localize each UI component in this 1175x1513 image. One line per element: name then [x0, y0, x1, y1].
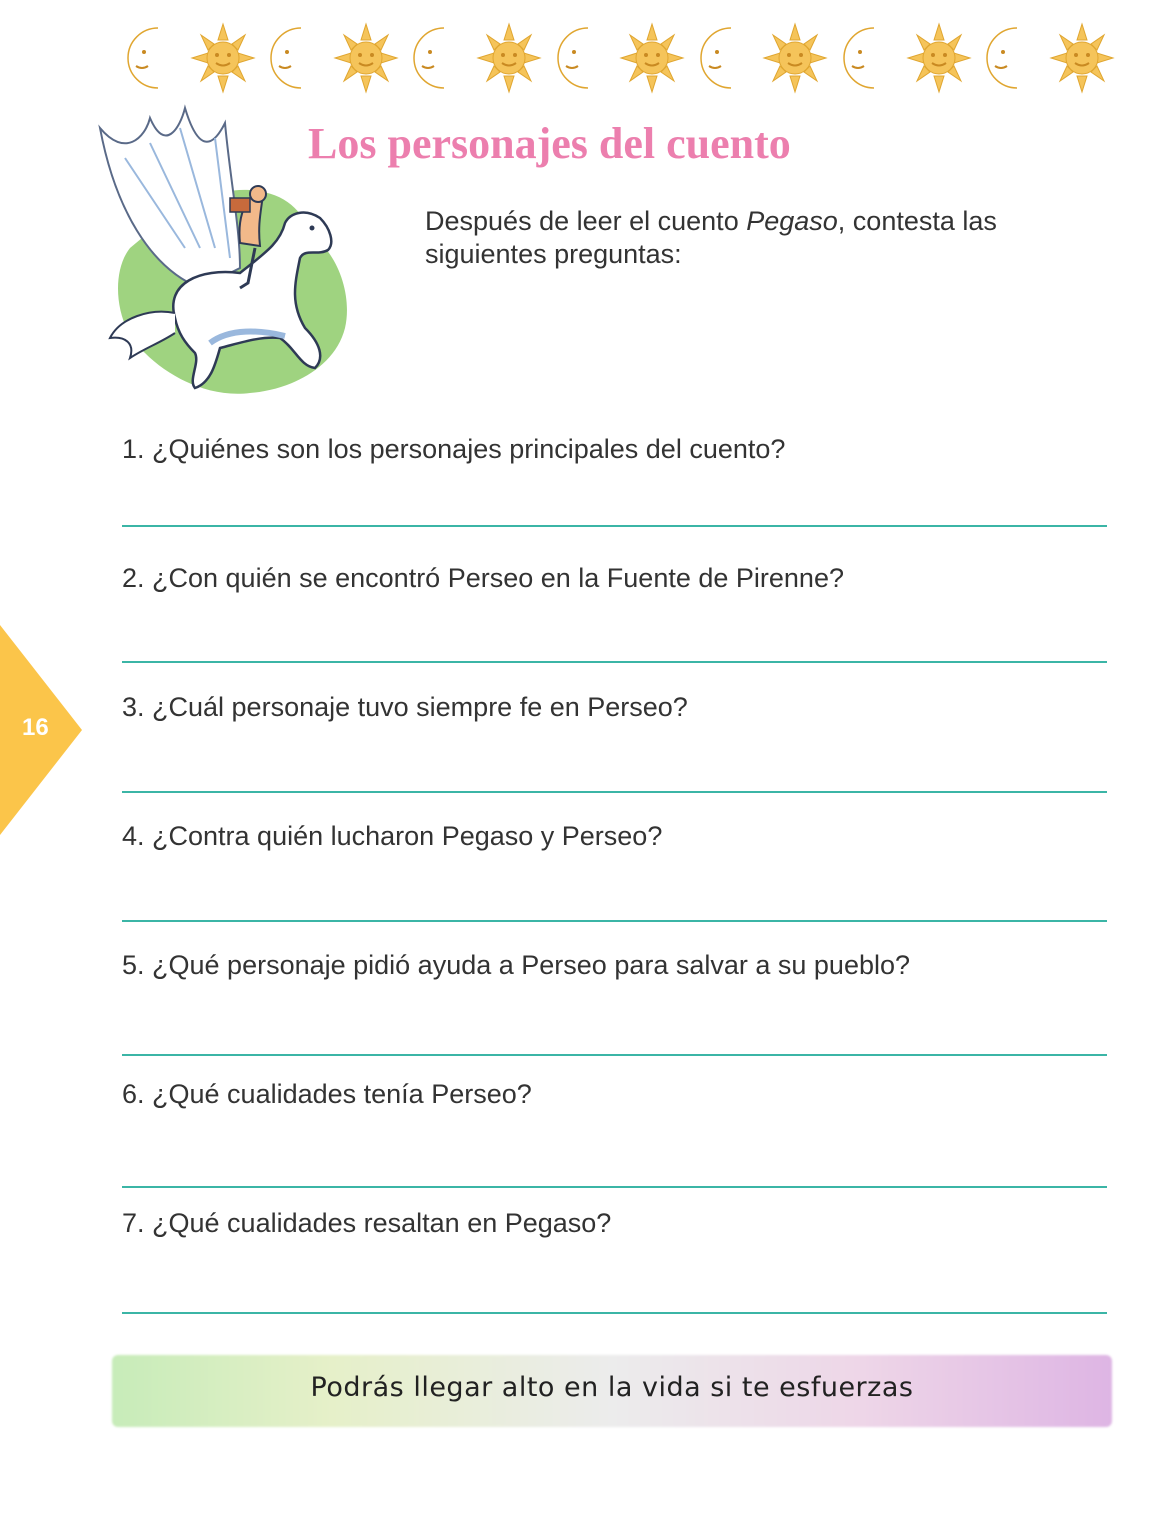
question-2: 2. ¿Con quién se encontró Perseo en la Fuente de Pirenne? — [122, 563, 844, 593]
question-1: 1. ¿Quiénes son los personajes principales del cuento? — [122, 434, 786, 464]
question-5: 5. ¿Qué personaje pidió ayuda a Perseo para salvar a su pueblo? — [122, 950, 911, 980]
sun-icon — [1049, 22, 1115, 94]
answer-line-4[interactable] — [122, 920, 1107, 922]
instructions-text-start: Después de leer el cuento — [425, 206, 747, 236]
question-6: 6. ¿Qué cualidades tenía Perseo? — [122, 1079, 532, 1109]
answer-line-3[interactable] — [122, 791, 1107, 793]
story-title: Pegaso — [746, 206, 838, 236]
moon-icon — [120, 22, 182, 94]
answer-line-5[interactable] — [122, 1054, 1107, 1056]
sun-icon — [762, 22, 828, 94]
sun-icon — [619, 22, 685, 94]
instructions — [425, 205, 1075, 271]
answer-line-6[interactable] — [122, 1186, 1107, 1188]
question-7: 7. ¿Qué cualidades resaltan en Pegaso? — [122, 1208, 612, 1238]
answer-line-7[interactable] — [122, 1312, 1107, 1314]
moon-icon — [406, 22, 468, 94]
question-4: 4. ¿Contra quién lucharon Pegaso y Perseo? — [122, 821, 663, 851]
moon-sun-border — [120, 18, 1115, 98]
moon-icon — [979, 22, 1041, 94]
page-title: Los personajes del cuento — [308, 119, 791, 168]
moon-icon — [550, 22, 612, 94]
moon-icon — [263, 22, 325, 94]
moon-icon — [836, 22, 898, 94]
sun-icon — [190, 22, 256, 94]
sun-icon — [333, 22, 399, 94]
question-3: 3. ¿Cuál personaje tuvo siempre fe en Perseo? — [122, 692, 688, 722]
moon-icon — [693, 22, 755, 94]
sun-icon — [476, 22, 542, 94]
sun-icon — [906, 22, 972, 94]
page-number: 16 — [22, 714, 49, 741]
instructions-text-end: , contesta las siguientes preguntas: — [425, 206, 997, 269]
answer-line-2[interactable] — [122, 661, 1107, 663]
answer-line-1[interactable] — [122, 525, 1107, 527]
motto-text: Podrás llegar alto en la vida si te esfuerzas — [310, 1372, 914, 1403]
